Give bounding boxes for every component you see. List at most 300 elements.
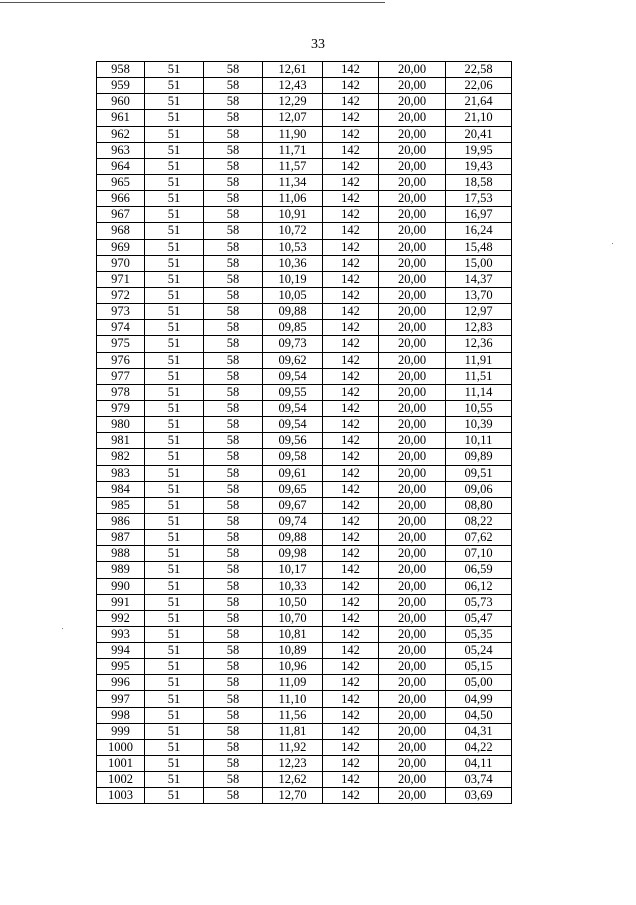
col-4-cell: 11,56 (263, 707, 323, 723)
col-7-cell: 20,41 (446, 126, 512, 142)
col-5-cell: 142 (323, 433, 379, 449)
col-5-cell: 142 (323, 271, 379, 287)
table-row (97, 626, 512, 642)
col-5-cell: 142 (323, 158, 379, 174)
col-5-cell: 142 (323, 465, 379, 481)
col-4-cell: 10,89 (263, 643, 323, 659)
col-4-cell: 09,61 (263, 465, 323, 481)
col-3-cell: 58 (204, 239, 263, 255)
row-id-cell: 969 (97, 239, 145, 255)
col-3-cell: 58 (204, 675, 263, 691)
row-id-cell: 1002 (97, 772, 145, 788)
col-5-cell: 142 (323, 320, 379, 336)
row-id-cell: 968 (97, 223, 145, 239)
table-row (97, 126, 512, 142)
table-row (97, 578, 512, 594)
row-id-cell: 986 (97, 513, 145, 529)
col-6-cell: 20,00 (379, 497, 446, 513)
col-4-cell: 10,81 (263, 626, 323, 642)
col-7-cell: 05,15 (446, 659, 512, 675)
table-row (97, 255, 512, 271)
col-5-cell: 142 (323, 207, 379, 223)
col-5-cell: 142 (323, 239, 379, 255)
col-2-cell: 51 (145, 417, 204, 433)
col-5-cell: 142 (323, 142, 379, 158)
col-6-cell: 20,00 (379, 400, 446, 416)
col-5-cell: 142 (323, 400, 379, 416)
col-2-cell: 51 (145, 207, 204, 223)
col-2-cell: 51 (145, 449, 204, 465)
col-4-cell: 09,56 (263, 433, 323, 449)
col-6-cell: 20,00 (379, 707, 446, 723)
col-2-cell: 51 (145, 368, 204, 384)
col-6-cell: 20,00 (379, 126, 446, 142)
col-3-cell: 58 (204, 223, 263, 239)
row-id-cell: 967 (97, 207, 145, 223)
row-id-cell: 999 (97, 723, 145, 739)
col-2-cell: 51 (145, 562, 204, 578)
col-4-cell: 10,70 (263, 610, 323, 626)
col-5-cell: 142 (323, 707, 379, 723)
row-id-cell: 972 (97, 287, 145, 303)
row-id-cell: 974 (97, 320, 145, 336)
page-number: 33 (311, 37, 325, 52)
col-7-cell: 06,12 (446, 578, 512, 594)
table-row (97, 223, 512, 239)
col-5-cell: 142 (323, 174, 379, 190)
table-body (97, 62, 512, 804)
col-4-cell: 10,17 (263, 562, 323, 578)
row-id-cell: 962 (97, 126, 145, 142)
col-6-cell: 20,00 (379, 368, 446, 384)
row-id-cell: 1003 (97, 788, 145, 804)
col-6-cell: 20,00 (379, 158, 446, 174)
col-4-cell: 11,34 (263, 174, 323, 190)
row-id-cell: 965 (97, 174, 145, 190)
col-3-cell: 58 (204, 643, 263, 659)
col-3-cell: 58 (204, 739, 263, 755)
col-7-cell: 22,06 (446, 78, 512, 94)
table-row (97, 94, 512, 110)
col-7-cell: 04,31 (446, 723, 512, 739)
table-row (97, 481, 512, 497)
col-3-cell: 58 (204, 481, 263, 497)
col-6-cell: 20,00 (379, 287, 446, 303)
row-id-cell: 989 (97, 562, 145, 578)
col-7-cell: 16,24 (446, 223, 512, 239)
table-row (97, 465, 512, 481)
row-id-cell: 992 (97, 610, 145, 626)
col-4-cell: 09,73 (263, 336, 323, 352)
col-5-cell: 142 (323, 110, 379, 126)
table-row (97, 239, 512, 255)
col-3-cell: 58 (204, 287, 263, 303)
col-6-cell: 20,00 (379, 691, 446, 707)
col-4-cell: 09,67 (263, 497, 323, 513)
col-4-cell: 09,54 (263, 400, 323, 416)
col-3-cell: 58 (204, 384, 263, 400)
row-id-cell: 979 (97, 400, 145, 416)
col-6-cell: 20,00 (379, 271, 446, 287)
data-table (96, 61, 512, 804)
row-id-cell: 985 (97, 497, 145, 513)
col-7-cell: 06,59 (446, 562, 512, 578)
col-2-cell: 51 (145, 578, 204, 594)
col-3-cell: 58 (204, 723, 263, 739)
col-6-cell: 20,00 (379, 352, 446, 368)
col-6-cell: 20,00 (379, 62, 446, 78)
row-id-cell: 995 (97, 659, 145, 675)
col-6-cell: 20,00 (379, 772, 446, 788)
table-row (97, 287, 512, 303)
col-2-cell: 51 (145, 239, 204, 255)
col-3-cell: 58 (204, 174, 263, 190)
col-6-cell: 20,00 (379, 207, 446, 223)
row-id-cell: 963 (97, 142, 145, 158)
col-3-cell: 58 (204, 320, 263, 336)
col-4-cell: 09,55 (263, 384, 323, 400)
col-6-cell: 20,00 (379, 78, 446, 94)
table-row (97, 142, 512, 158)
col-7-cell: 21,64 (446, 94, 512, 110)
row-id-cell: 981 (97, 433, 145, 449)
table-row (97, 400, 512, 416)
col-6-cell: 20,00 (379, 610, 446, 626)
col-4-cell: 11,57 (263, 158, 323, 174)
col-4-cell: 11,92 (263, 739, 323, 755)
row-id-cell: 966 (97, 191, 145, 207)
col-6-cell: 20,00 (379, 659, 446, 675)
table-row (97, 546, 512, 562)
table-row (97, 433, 512, 449)
col-2-cell: 51 (145, 271, 204, 287)
table-row (97, 707, 512, 723)
col-5-cell: 142 (323, 191, 379, 207)
col-4-cell: 09,85 (263, 320, 323, 336)
col-2-cell: 51 (145, 384, 204, 400)
col-7-cell: 11,51 (446, 368, 512, 384)
table-row (97, 320, 512, 336)
col-7-cell: 03,69 (446, 788, 512, 804)
col-3-cell: 58 (204, 336, 263, 352)
col-3-cell: 58 (204, 255, 263, 271)
col-3-cell: 58 (204, 433, 263, 449)
table-row (97, 562, 512, 578)
row-id-cell: 977 (97, 368, 145, 384)
col-4-cell: 09,98 (263, 546, 323, 562)
col-3-cell: 58 (204, 271, 263, 287)
col-7-cell: 13,70 (446, 287, 512, 303)
col-6-cell: 20,00 (379, 174, 446, 190)
table-row (97, 643, 512, 659)
table-row (97, 594, 512, 610)
col-5-cell: 142 (323, 739, 379, 755)
col-6-cell: 20,00 (379, 546, 446, 562)
col-5-cell: 142 (323, 497, 379, 513)
col-6-cell: 20,00 (379, 239, 446, 255)
col-5-cell: 142 (323, 126, 379, 142)
col-2-cell: 51 (145, 756, 204, 772)
col-5-cell: 142 (323, 78, 379, 94)
col-6-cell: 20,00 (379, 562, 446, 578)
col-3-cell: 58 (204, 142, 263, 158)
col-4-cell: 10,50 (263, 594, 323, 610)
col-5-cell: 142 (323, 659, 379, 675)
col-6-cell: 20,00 (379, 465, 446, 481)
col-4-cell: 09,88 (263, 530, 323, 546)
col-3-cell: 58 (204, 546, 263, 562)
col-2-cell: 51 (145, 707, 204, 723)
col-2-cell: 51 (145, 78, 204, 94)
col-3-cell: 58 (204, 497, 263, 513)
col-2-cell: 51 (145, 546, 204, 562)
col-7-cell: 09,06 (446, 481, 512, 497)
table-row (97, 691, 512, 707)
col-7-cell: 04,22 (446, 739, 512, 755)
col-4-cell: 09,65 (263, 481, 323, 497)
table-row (97, 756, 512, 772)
col-4-cell: 12,62 (263, 772, 323, 788)
col-6-cell: 20,00 (379, 110, 446, 126)
col-5-cell: 142 (323, 449, 379, 465)
col-4-cell: 10,36 (263, 255, 323, 271)
col-6-cell: 20,00 (379, 481, 446, 497)
col-3-cell: 58 (204, 530, 263, 546)
col-4-cell: 10,91 (263, 207, 323, 223)
col-2-cell: 51 (145, 643, 204, 659)
col-5-cell: 142 (323, 675, 379, 691)
table-row (97, 739, 512, 755)
col-6-cell: 20,00 (379, 594, 446, 610)
table-row (97, 368, 512, 384)
col-4-cell: 11,09 (263, 675, 323, 691)
col-5-cell: 142 (323, 481, 379, 497)
col-5-cell: 142 (323, 62, 379, 78)
row-id-cell: 990 (97, 578, 145, 594)
table-row (97, 304, 512, 320)
row-id-cell: 959 (97, 78, 145, 94)
col-4-cell: 12,43 (263, 78, 323, 94)
col-2-cell: 51 (145, 94, 204, 110)
col-5-cell: 142 (323, 304, 379, 320)
col-7-cell: 22,58 (446, 62, 512, 78)
col-2-cell: 51 (145, 610, 204, 626)
col-3-cell: 58 (204, 191, 263, 207)
col-7-cell: 16,97 (446, 207, 512, 223)
row-id-cell: 975 (97, 336, 145, 352)
col-5-cell: 142 (323, 287, 379, 303)
col-6-cell: 20,00 (379, 142, 446, 158)
table-row (97, 110, 512, 126)
row-id-cell: 970 (97, 255, 145, 271)
col-2-cell: 51 (145, 626, 204, 642)
col-2-cell: 51 (145, 675, 204, 691)
table-row (97, 207, 512, 223)
row-id-cell: 983 (97, 465, 145, 481)
col-3-cell: 58 (204, 772, 263, 788)
col-4-cell: 11,81 (263, 723, 323, 739)
col-5-cell: 142 (323, 255, 379, 271)
col-3-cell: 58 (204, 78, 263, 94)
col-4-cell: 10,05 (263, 287, 323, 303)
col-2-cell: 51 (145, 126, 204, 142)
col-2-cell: 51 (145, 223, 204, 239)
col-7-cell: 09,89 (446, 449, 512, 465)
table-row (97, 271, 512, 287)
col-7-cell: 03,74 (446, 772, 512, 788)
col-3-cell: 58 (204, 304, 263, 320)
col-7-cell: 08,80 (446, 497, 512, 513)
col-3-cell: 58 (204, 659, 263, 675)
col-5-cell: 142 (323, 723, 379, 739)
col-5-cell: 142 (323, 417, 379, 433)
col-3-cell: 58 (204, 513, 263, 529)
col-5-cell: 142 (323, 772, 379, 788)
col-3-cell: 58 (204, 417, 263, 433)
col-2-cell: 51 (145, 352, 204, 368)
table-row (97, 449, 512, 465)
col-5-cell: 142 (323, 352, 379, 368)
col-6-cell: 20,00 (379, 578, 446, 594)
col-6-cell: 20,00 (379, 336, 446, 352)
col-5-cell: 142 (323, 384, 379, 400)
col-7-cell: 05,00 (446, 675, 512, 691)
col-2-cell: 51 (145, 723, 204, 739)
col-5-cell: 142 (323, 513, 379, 529)
col-7-cell: 10,11 (446, 433, 512, 449)
col-5-cell: 142 (323, 643, 379, 659)
col-3-cell: 58 (204, 707, 263, 723)
col-7-cell: 04,50 (446, 707, 512, 723)
row-id-cell: 964 (97, 158, 145, 174)
col-7-cell: 05,24 (446, 643, 512, 659)
col-5-cell: 142 (323, 691, 379, 707)
col-4-cell: 11,10 (263, 691, 323, 707)
table-row (97, 675, 512, 691)
scan-speck (62, 628, 63, 629)
col-6-cell: 20,00 (379, 723, 446, 739)
row-id-cell: 958 (97, 62, 145, 78)
table-row (97, 78, 512, 94)
row-id-cell: 976 (97, 352, 145, 368)
col-6-cell: 20,00 (379, 384, 446, 400)
col-3-cell: 58 (204, 788, 263, 804)
col-2-cell: 51 (145, 320, 204, 336)
table-row (97, 610, 512, 626)
col-6-cell: 20,00 (379, 756, 446, 772)
col-6-cell: 20,00 (379, 643, 446, 659)
col-4-cell: 09,62 (263, 352, 323, 368)
col-6-cell: 20,00 (379, 255, 446, 271)
row-id-cell: 998 (97, 707, 145, 723)
col-7-cell: 05,35 (446, 626, 512, 642)
col-7-cell: 18,58 (446, 174, 512, 190)
col-4-cell: 12,23 (263, 756, 323, 772)
table-row (97, 530, 512, 546)
row-id-cell: 996 (97, 675, 145, 691)
col-5-cell: 142 (323, 223, 379, 239)
col-4-cell: 09,74 (263, 513, 323, 529)
col-2-cell: 51 (145, 530, 204, 546)
col-4-cell: 09,58 (263, 449, 323, 465)
col-4-cell: 10,72 (263, 223, 323, 239)
col-7-cell: 12,97 (446, 304, 512, 320)
table-row (97, 772, 512, 788)
col-3-cell: 58 (204, 562, 263, 578)
row-id-cell: 961 (97, 110, 145, 126)
row-id-cell: 991 (97, 594, 145, 610)
row-id-cell: 987 (97, 530, 145, 546)
col-3-cell: 58 (204, 626, 263, 642)
col-2-cell: 51 (145, 433, 204, 449)
row-id-cell: 978 (97, 384, 145, 400)
col-3-cell: 58 (204, 449, 263, 465)
col-7-cell: 19,95 (446, 142, 512, 158)
col-6-cell: 20,00 (379, 530, 446, 546)
col-3-cell: 58 (204, 158, 263, 174)
col-4-cell: 09,54 (263, 368, 323, 384)
col-4-cell: 10,19 (263, 271, 323, 287)
col-5-cell: 142 (323, 368, 379, 384)
col-3-cell: 58 (204, 756, 263, 772)
col-5-cell: 142 (323, 756, 379, 772)
col-3-cell: 58 (204, 594, 263, 610)
row-id-cell: 984 (97, 481, 145, 497)
col-6-cell: 20,00 (379, 739, 446, 755)
col-2-cell: 51 (145, 191, 204, 207)
row-id-cell: 973 (97, 304, 145, 320)
col-6-cell: 20,00 (379, 94, 446, 110)
col-6-cell: 20,00 (379, 433, 446, 449)
col-7-cell: 11,91 (446, 352, 512, 368)
col-7-cell: 07,10 (446, 546, 512, 562)
col-5-cell: 142 (323, 578, 379, 594)
col-4-cell: 12,61 (263, 62, 323, 78)
col-7-cell: 07,62 (446, 530, 512, 546)
col-4-cell: 10,53 (263, 239, 323, 255)
col-3-cell: 58 (204, 400, 263, 416)
col-7-cell: 15,00 (446, 255, 512, 271)
col-7-cell: 11,14 (446, 384, 512, 400)
col-7-cell: 17,53 (446, 191, 512, 207)
col-4-cell: 12,70 (263, 788, 323, 804)
row-id-cell: 1000 (97, 739, 145, 755)
col-7-cell: 15,48 (446, 239, 512, 255)
col-7-cell: 05,47 (446, 610, 512, 626)
col-6-cell: 20,00 (379, 788, 446, 804)
col-2-cell: 51 (145, 110, 204, 126)
col-2-cell: 51 (145, 513, 204, 529)
col-5-cell: 142 (323, 530, 379, 546)
row-id-cell: 988 (97, 546, 145, 562)
table-row (97, 497, 512, 513)
col-7-cell: 09,51 (446, 465, 512, 481)
table-row (97, 158, 512, 174)
row-id-cell: 971 (97, 271, 145, 287)
col-3-cell: 58 (204, 610, 263, 626)
table-row (97, 384, 512, 400)
col-2-cell: 51 (145, 739, 204, 755)
col-4-cell: 11,71 (263, 142, 323, 158)
col-7-cell: 14,37 (446, 271, 512, 287)
col-4-cell: 11,90 (263, 126, 323, 142)
col-3-cell: 58 (204, 691, 263, 707)
table-row (97, 513, 512, 529)
col-2-cell: 51 (145, 400, 204, 416)
col-5-cell: 142 (323, 626, 379, 642)
col-5-cell: 142 (323, 610, 379, 626)
row-id-cell: 980 (97, 417, 145, 433)
